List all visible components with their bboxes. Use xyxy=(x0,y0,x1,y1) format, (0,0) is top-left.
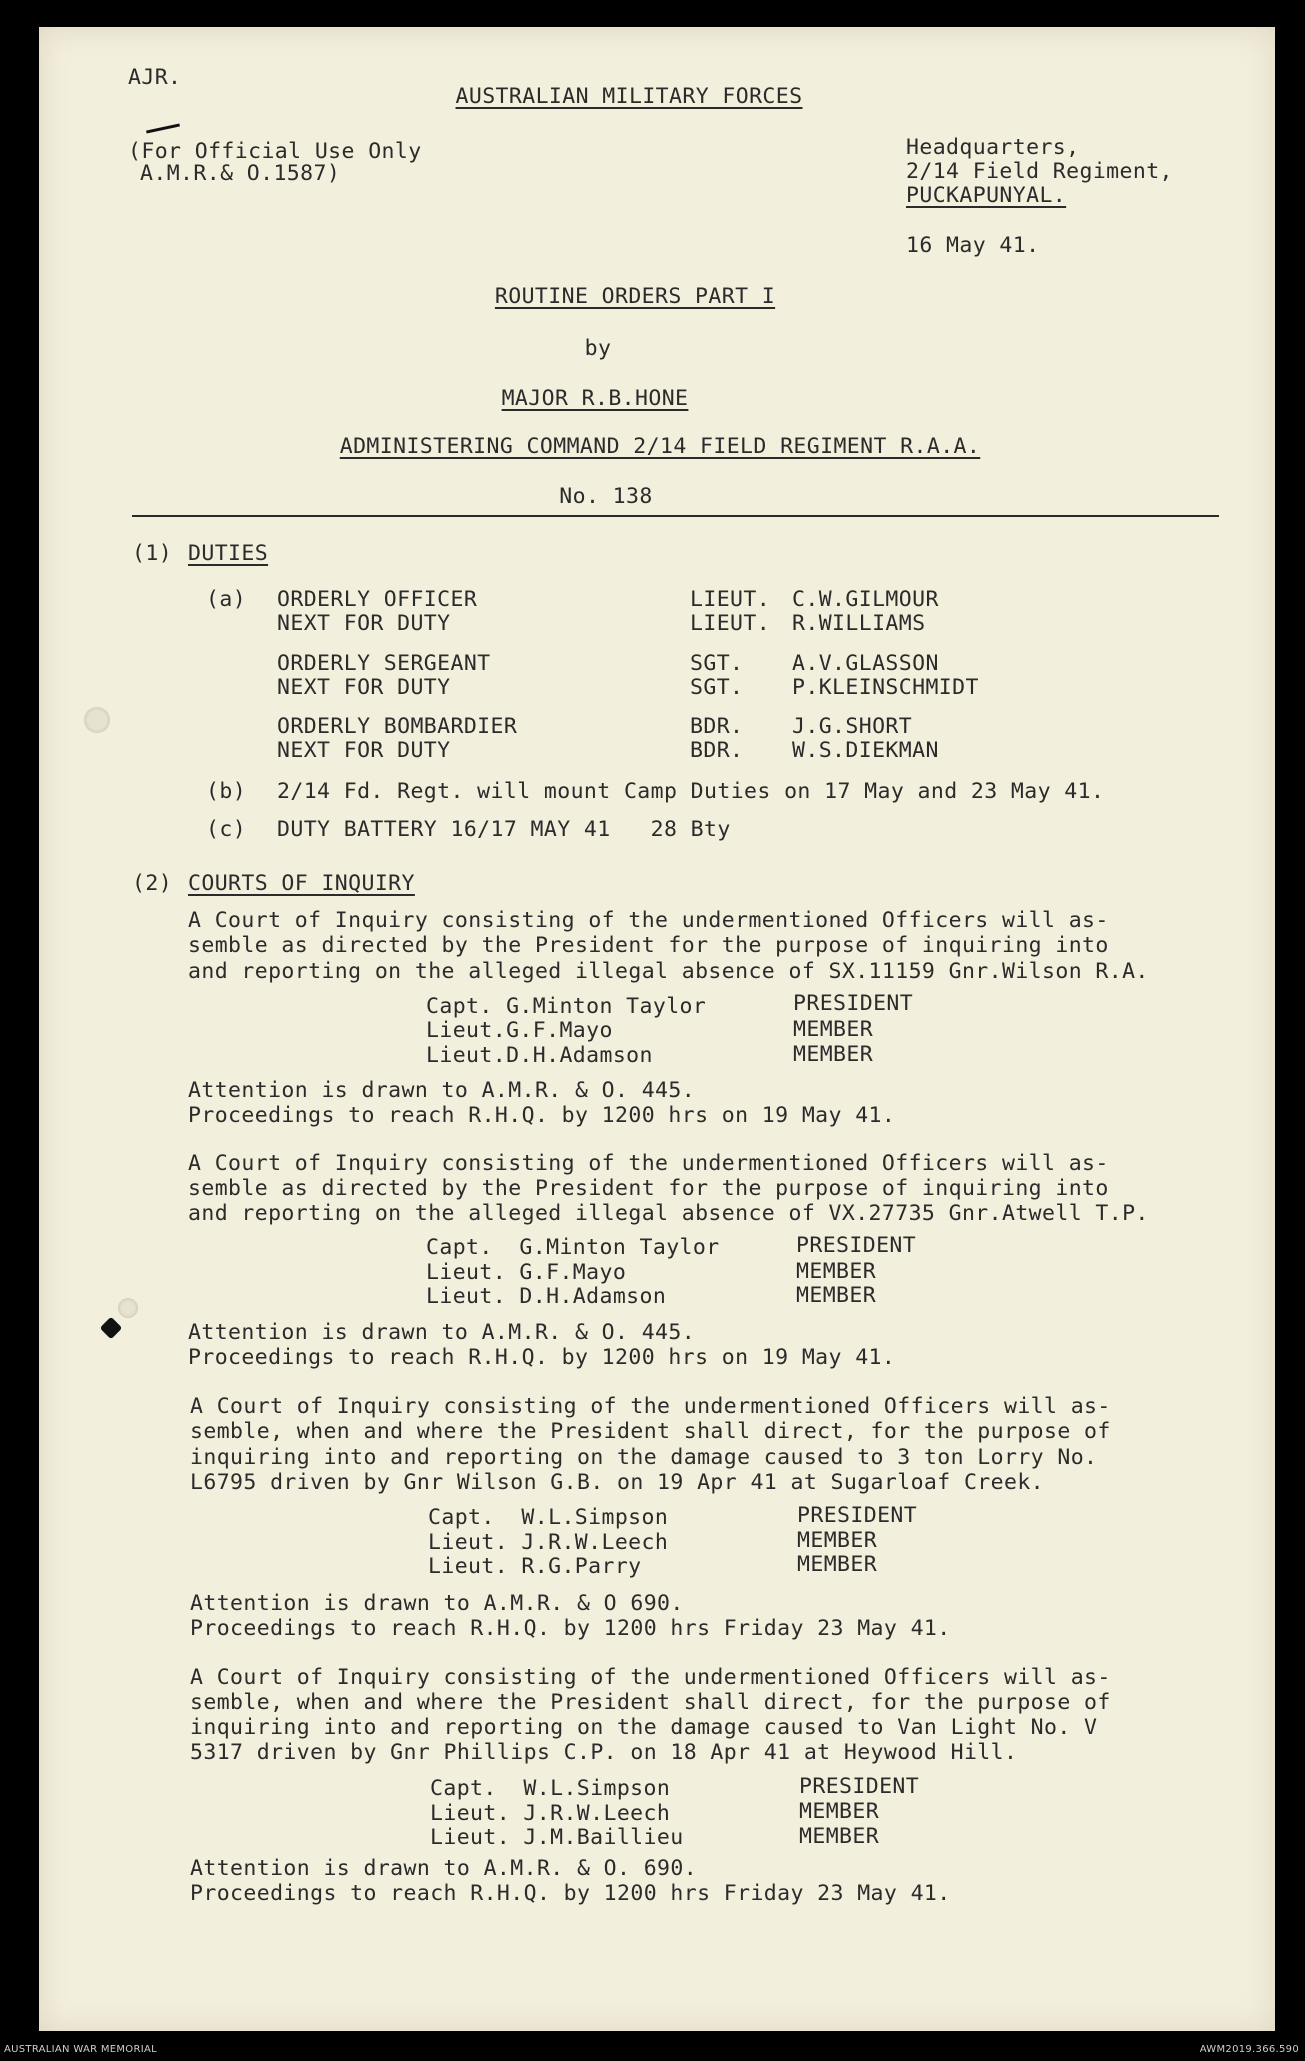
initials: AJR. xyxy=(128,65,182,90)
inquiry-text-line: A Court of Inquiry consisting of the undermentioned Officers will as- xyxy=(190,1394,1111,1419)
member-name: Lieut. J.M.Baillieu xyxy=(430,1825,684,1850)
member-name: Lieut. R.G.Parry xyxy=(428,1554,642,1579)
duty-rank: LIEUT. xyxy=(690,611,771,636)
duty-name: P.KLEINSCHMIDT xyxy=(792,675,979,700)
duties-b-label: (b) xyxy=(206,779,247,804)
member-role: MEMBER xyxy=(796,1259,877,1284)
member-role: MEMBER xyxy=(796,1283,877,1308)
member-role: PRESIDENT xyxy=(793,991,914,1016)
member-name: Capt. G.Minton Taylor xyxy=(426,1235,720,1260)
duty-name: A.V.GLASSON xyxy=(792,651,939,676)
duty-name: R.WILLIAMS xyxy=(792,611,926,636)
punch-hole xyxy=(84,707,110,733)
duty-name: C.W.GILMOUR xyxy=(792,587,939,612)
courts-number: (2) xyxy=(132,871,173,896)
inquiry-text-line: L6795 driven by Gnr Wilson G.B. on 19 Apr 41 at Sugarloaf Creek. xyxy=(190,1470,1045,1495)
inquiry-text-line: semble, when and where the President shall direct, for the purpose of xyxy=(190,1419,1111,1444)
header-rule xyxy=(132,515,1219,517)
duties-heading: DUTIES xyxy=(188,541,269,566)
inquiry-text-line: inquiring into and reporting on the damage caused to 3 ton Lorry No. xyxy=(190,1445,1098,1470)
duty-rank: SGT. xyxy=(690,675,744,700)
official-use-line-2: A.M.R.& O.1587) xyxy=(140,161,341,186)
inquiry-text-line: semble as directed by the President for the purpose of inquiring into xyxy=(188,1176,1109,1201)
duties-number: (1) xyxy=(132,541,173,566)
member-name: Lieut.G.F.Mayo xyxy=(426,1018,613,1043)
duties-b-text: 2/14 Fd. Regt. will mount Camp Duties on 17 May and 23 May 41. xyxy=(277,779,1105,804)
official-use-line-1: (For Official Use Only xyxy=(128,139,422,164)
member-role: MEMBER xyxy=(793,1042,874,1067)
duty-rank: LIEUT. xyxy=(690,587,771,612)
inquiry-text-line: semble as directed by the President for the purpose of inquiring into xyxy=(188,933,1109,958)
proceedings-line: Proceedings to reach R.H.Q. by 1200 hrs on 19 May 41. xyxy=(188,1345,896,1370)
member-role: MEMBER xyxy=(799,1799,880,1824)
duties-a-label: (a) xyxy=(206,587,247,612)
duties-c-label: (c) xyxy=(206,817,247,842)
proceedings-line: Proceedings to reach R.H.Q. by 1200 hrs on 19 May 41. xyxy=(188,1103,896,1128)
duty-role: ORDERLY BOMBARDIER xyxy=(277,714,518,739)
member-name: Lieut. J.R.W.Leech xyxy=(428,1530,669,1555)
inquiry-text-line: and reporting on the alleged illegal absence of SX.11159 Gnr.Wilson R.A. xyxy=(188,959,1149,984)
member-name: Lieut. G.F.Mayo xyxy=(426,1260,627,1285)
document-date: 16 May 41. xyxy=(906,233,1040,258)
duty-name: J.G.SHORT xyxy=(792,714,913,739)
member-name: Capt. W.L.Simpson xyxy=(428,1505,669,1530)
attention-line: Attention is drawn to A.M.R. & O 690. xyxy=(190,1591,684,1616)
attention-line: Attention is drawn to A.M.R. & O. 690. xyxy=(190,1856,698,1881)
duty-role: NEXT FOR DUTY xyxy=(277,611,451,636)
member-role: MEMBER xyxy=(793,1017,874,1042)
duty-rank: SGT. xyxy=(690,651,744,676)
member-name: Lieut. D.H.Adamson xyxy=(426,1284,667,1309)
footer-accession: AWM2019.366.590 xyxy=(1199,2044,1299,2055)
orders-number: No. 138 xyxy=(559,484,653,509)
duty-role: NEXT FOR DUTY xyxy=(277,738,451,763)
orders-command: ADMINISTERING COMMAND 2/14 FIELD REGIMENT R.A.A. xyxy=(339,434,981,459)
duty-role: ORDERLY SERGEANT xyxy=(277,651,491,676)
member-name: Capt. G.Minton Taylor xyxy=(426,994,707,1019)
proceedings-line: Proceedings to reach R.H.Q. by 1200 hrs Friday 23 May 41. xyxy=(190,1616,951,1641)
member-role: PRESIDENT xyxy=(796,1233,917,1258)
inquiry-text-line: A Court of Inquiry consisting of the undermentioned Officers will as- xyxy=(190,1665,1111,1690)
orders-title: ROUTINE ORDERS PART I xyxy=(494,284,776,309)
member-role: PRESIDENT xyxy=(797,1503,918,1528)
member-role: MEMBER xyxy=(799,1824,880,1849)
duty-role: NEXT FOR DUTY xyxy=(277,675,451,700)
hq-line-2: 2/14 Field Regiment, xyxy=(906,159,1173,184)
member-name: Lieut. J.R.W.Leech xyxy=(430,1801,671,1826)
member-name: Capt. W.L.Simpson xyxy=(430,1776,671,1801)
duty-name: W.S.DIEKMAN xyxy=(792,738,939,763)
courts-heading: COURTS OF INQUIRY xyxy=(188,871,415,896)
document-title: AUSTRALIAN MILITARY FORCES xyxy=(455,84,803,109)
duties-c-text: DUTY BATTERY 16/17 MAY 41 28 Bty xyxy=(277,817,731,842)
hq-line-1: Headquarters, xyxy=(906,135,1080,160)
punch-hole xyxy=(118,1298,138,1318)
member-role: MEMBER xyxy=(797,1552,878,1577)
inquiry-text-line: A Court of Inquiry consisting of the undermentioned Officers will as- xyxy=(188,908,1109,933)
inquiry-text-line: semble, when and where the President shall direct, for the purpose of xyxy=(190,1690,1111,1715)
duty-role: ORDERLY OFFICER xyxy=(277,587,478,612)
inquiry-text-line: 5317 driven by Gnr Phillips C.P. on 18 Apr 41 at Heywood Hill. xyxy=(190,1740,1018,1765)
orders-officer: MAJOR R.B.HONE xyxy=(501,386,689,411)
inquiry-text-line: and reporting on the alleged illegal absence of VX.27735 Gnr.Atwell T.P. xyxy=(188,1201,1149,1226)
inquiry-text-line: inquiring into and reporting on the damage caused to Van Light No. V xyxy=(190,1715,1098,1740)
inquiry-text-line: A Court of Inquiry consisting of the undermentioned Officers will as- xyxy=(188,1151,1109,1176)
duty-rank: BDR. xyxy=(690,738,744,763)
orders-by: by xyxy=(584,336,612,361)
member-role: PRESIDENT xyxy=(799,1774,920,1799)
footer-institution: AUSTRALIAN WAR MEMORIAL xyxy=(4,2044,157,2055)
proceedings-line: Proceedings to reach R.H.Q. by 1200 hrs Friday 23 May 41. xyxy=(190,1881,951,1906)
attention-line: Attention is drawn to A.M.R. & O. 445. xyxy=(188,1078,696,1103)
member-role: MEMBER xyxy=(797,1528,878,1553)
hq-line-3: PUCKAPUNYAL. xyxy=(906,183,1067,208)
attention-line: Attention is drawn to A.M.R. & O. 445. xyxy=(188,1320,696,1345)
member-name: Lieut.D.H.Adamson xyxy=(426,1043,653,1068)
duty-rank: BDR. xyxy=(690,714,744,739)
